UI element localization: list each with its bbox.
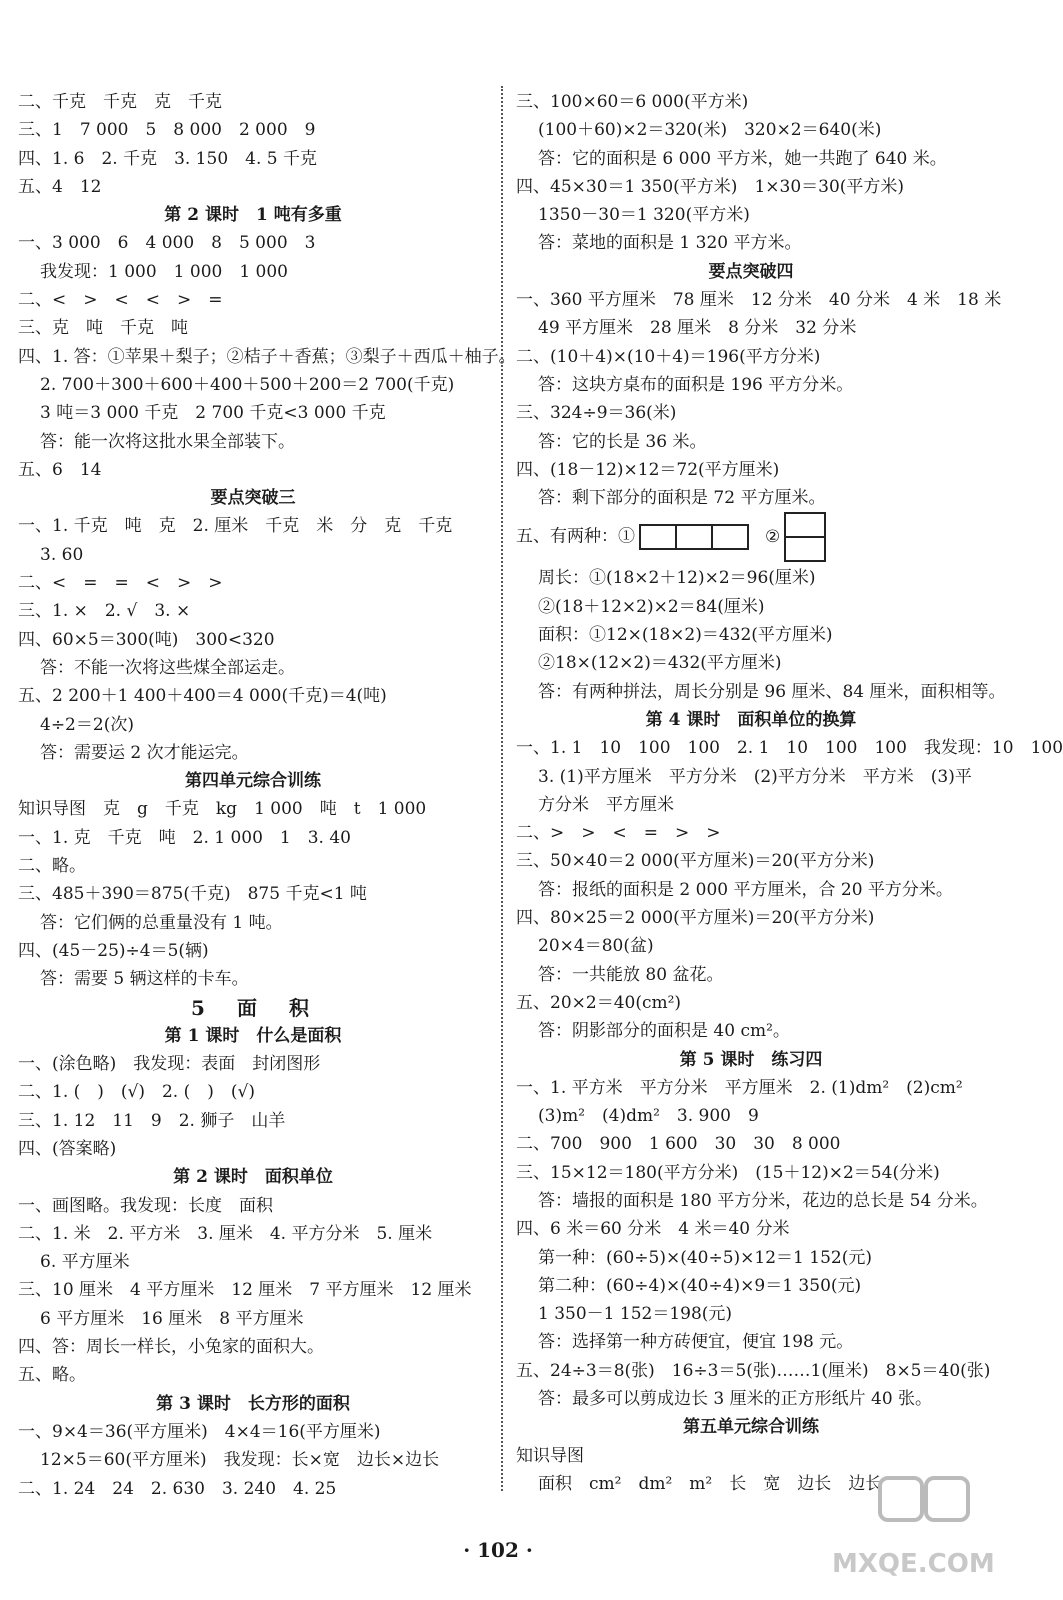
answer-line: 二、1. 米 2. 平方米 3. 厘米 4. 平方分米 5. 厘米 — [18, 1223, 433, 1244]
answer-line: 一、1. 1 10 100 100 2. 1 10 100 100 我发现：10 100 — [516, 738, 1063, 759]
page-number: · 102 · — [463, 1538, 533, 1562]
answer-line: 我发现：1 000 1 000 1 000 — [40, 261, 289, 282]
answer-line: 一、9×4＝36(平方厘米) 4×4＝16(平方厘米) — [18, 1421, 381, 1442]
answer-line: 二、< = = < > > — [18, 573, 223, 594]
section-title: 第五单元综合训练 — [683, 1417, 819, 1438]
answer-line: 20×4＝80(盆) — [538, 936, 654, 957]
answer-line: 答：阴影部分的面积是 40 cm²。 — [538, 1021, 790, 1042]
section-title: 要点突破三 — [210, 488, 296, 509]
answer-line: 四、60×5＝300(吨) 300<320 — [18, 629, 275, 650]
answer-line: 6. 平方厘米 — [40, 1252, 130, 1273]
answer-line: 三、50×40＝2 000(平方厘米)＝20(平方分米) — [516, 851, 875, 872]
answer-line: 面积：①12×(18×2)＝432(平方厘米) — [538, 625, 833, 646]
answer-line: (3)m² (4)dm² 3. 900 9 — [538, 1106, 759, 1127]
answer-line: 四、答：周长一样长，小兔家的面积大。 — [18, 1337, 324, 1358]
answer-line: 答：有两种拼法，周长分别是 96 厘米、84 厘米，面积相等。 — [538, 681, 1006, 702]
answer-line: 2. 700＋300＋600＋400＋500＋200＝2 700(千克) — [40, 374, 455, 395]
answer-line: 方分米 平方厘米 — [538, 794, 674, 815]
shape-answer-line — [516, 512, 986, 564]
shape-label-2: ② — [765, 526, 781, 547]
answer-line: 三、100×60＝6 000(平方米) — [516, 92, 749, 112]
answer-line: 4÷2＝2(次) — [40, 714, 134, 735]
answer-line: 答：报纸的面积是 2 000 平方厘米，合 20 平方分米。 — [538, 879, 953, 900]
answer-line: 知识导图 克 g 千克 kg 1 000 吨 t 1 000 — [18, 799, 427, 820]
answer-line: 一、1. 克 千克 吨 2. 1 000 1 3. 40 — [18, 827, 351, 848]
answer-line: 二、< > < < > = — [18, 290, 223, 311]
answer-line: 答：剩下部分的面积是 72 平方厘米。 — [538, 488, 826, 509]
answer-line: 周长：①(18×2＋12)×2＝96(厘米) — [538, 568, 816, 589]
answer-line: 1 350－1 152＝198(元) — [538, 1304, 733, 1325]
section-title: 第 5 课时 练习四 — [679, 1049, 823, 1070]
answer-line: 答：需要运 2 次才能运完。 — [40, 742, 249, 763]
answer-line: 四、6 米＝60 分米 4 米＝40 分米 — [516, 1219, 790, 1240]
answer-line: 五、4 12 — [18, 176, 102, 197]
horizontal-rectangles-figure — [639, 524, 749, 550]
answer-line: 二、> > < = > > — [516, 823, 721, 844]
section-title: 第 4 课时 面积单位的换算 — [645, 709, 857, 730]
answer-line: ②18×(12×2)＝432(平方厘米) — [538, 653, 782, 674]
answer-line: 答：这块方桌布的面积是 196 平方分米。 — [538, 374, 854, 395]
answer-line: 四、45×30＝1 350(平方米) 1×30＝30(平方米) — [516, 176, 905, 197]
answer-line: 四、80×25＝2 000(平方厘米)＝20(平方分米) — [516, 908, 875, 929]
answer-line: 一、(涂色略) 我发现：表面 封闭图形 — [18, 1054, 321, 1075]
answer-line: 答：不能一次将这些煤全部运走。 — [40, 657, 295, 678]
answer-line: (100＋60)×2＝320(米) 320×2＝640(米) — [538, 120, 882, 141]
answer-line: 3. (1)平方厘米 平方分米 (2)平方分米 平方米 (3)平 — [538, 766, 972, 787]
answer-line: 三、485＋390＝875(千克) 875 千克<1 吨 — [18, 884, 367, 905]
answer-line: 五、略。 — [18, 1365, 86, 1386]
answer-line: 一、3 000 6 4 000 8 5 000 3 — [18, 233, 316, 254]
section-title: 第四单元综合训练 — [185, 771, 321, 792]
column-divider — [501, 86, 503, 1491]
answer-line: 49 平方厘米 28 厘米 8 分米 32 分米 — [538, 318, 857, 339]
answer-line: 三、15×12＝180(平方分米) (15＋12)×2＝54(分米) — [516, 1162, 940, 1183]
left-column — [18, 88, 516, 1503]
section-title: 第 1 课时 什么是面积 — [164, 1025, 342, 1046]
answer-line: 答：它的长是 36 米。 — [538, 431, 707, 452]
answer-line: 第一种：(60÷5)×(40÷5)×12＝1 152(元) — [538, 1247, 872, 1268]
answer-line: 三、10 厘米 4 平方厘米 12 厘米 7 平方厘米 12 厘米 — [18, 1280, 472, 1301]
answer-line: 二、(10＋4)×(10＋4)＝196(平方分米) — [516, 346, 821, 367]
answer-line: 三、1. 12 11 9 2. 狮子 山羊 — [18, 1110, 286, 1131]
answer-line: 12×5＝60(平方厘米) 我发现：长×宽 边长×边长 — [40, 1450, 440, 1471]
answer-line: 答：能一次将这批水果全部装下。 — [40, 431, 295, 452]
answer-line: 五、24÷3＝8(张) 16÷3＝5(张)……1(厘米) 8×5＝40(张) — [516, 1360, 991, 1381]
answer-line: 二、1. 24 24 2. 630 3. 240 4. 25 — [18, 1478, 337, 1499]
answer-line: 三、1. × 2. √ 3. × — [18, 601, 191, 622]
answer-line: 二、1. ( ) (√) 2. ( ) (√) — [18, 1082, 255, 1103]
answer-line: 五、20×2＝40(cm²) — [516, 992, 682, 1013]
shape-label-1: 五、有两种：① — [516, 526, 635, 547]
answer-line: 三、324÷9＝36(米) — [516, 403, 677, 424]
answer-line: 四、1. 答：①苹果＋梨子；②桔子＋香蕉；③梨子＋西瓜＋柚子。 — [18, 346, 516, 367]
answer-line: 四、1. 6 2. 千克 3. 150 4. 5 千克 — [18, 148, 317, 169]
answer-line: 二、700 900 1 600 30 30 8 000 — [516, 1134, 841, 1155]
answer-line: 答：选择第一种方砖便宜，便宜 198 元。 — [538, 1332, 854, 1353]
answer-line: 四、(18－12)×12＝72(平方厘米) — [516, 459, 780, 480]
answer-line: 答：需要 5 辆这样的卡车。 — [40, 969, 249, 990]
answer-line: 一、1. 千克 吨 克 2. 厘米 千克 米 分 克 千克 — [18, 516, 453, 537]
answer-line: 答：它的面积是 6 000 平方米，她一共跑了 640 米。 — [538, 148, 947, 169]
answer-line: ②(18＋12×2)×2＝84(厘米) — [538, 596, 765, 617]
section-title: 5 面 积 — [191, 995, 315, 1020]
answer-line: 五、2 200＋1 400＋400＝4 000(千克)＝4(吨) — [18, 686, 387, 707]
answer-line: 面积 cm² dm² m² 长 宽 边长 边长 — [538, 1473, 883, 1494]
answer-line: 三、1 7 000 5 8 000 2 000 9 — [18, 120, 316, 141]
section-title: 第 2 课时 1 吨有多重 — [164, 205, 342, 226]
answer-line: 一、360 平方厘米 78 厘米 12 分米 40 分米 4 米 18 米 — [516, 290, 1002, 311]
answer-line: 一、1. 平方米 平方分米 平方厘米 2. (1)dm² (2)cm² — [516, 1077, 963, 1098]
answer-line: 6 平方厘米 16 厘米 8 平方厘米 — [40, 1308, 304, 1329]
answer-line: 一、画图略。我发现：长度 面积 — [18, 1195, 273, 1216]
answer-line: 二、略。 — [18, 856, 86, 877]
section-title: 第 3 课时 长方形的面积 — [156, 1393, 350, 1414]
answer-line: 1350－30＝1 320(平方米) — [538, 205, 750, 226]
answer-line: 五、6 14 — [18, 459, 102, 480]
answer-line: 第二种：(60÷4)×(40÷4)×9＝1 350(元) — [538, 1275, 862, 1296]
answer-line: 答：最多可以剪成边长 3 厘米的正方形纸片 40 张。 — [538, 1389, 933, 1410]
answer-line: 3 吨＝3 000 千克 2 700 千克<3 000 千克 — [40, 403, 386, 424]
answer-line: 二、千克 千克 克 千克 — [18, 92, 222, 112]
watermark-logo — [828, 1468, 995, 1588]
answer-line: 答：一共能放 80 盆花。 — [538, 964, 724, 985]
answer-line: 答：菜地的面积是 1 320 平方米。 — [538, 233, 802, 254]
right-column — [516, 88, 1063, 1498]
answer-line: 3. 60 — [40, 544, 84, 565]
section-title: 第 2 课时 面积单位 — [173, 1167, 333, 1188]
answer-line: 四、(答案略) — [18, 1138, 117, 1159]
answer-line: 三、克 吨 千克 吨 — [18, 318, 188, 339]
answer-line: 四、(45－25)÷4＝5(辆) — [18, 940, 209, 961]
vertical-rectangles-figure — [784, 512, 826, 562]
answer-line: 答：它们俩的总重量没有 1 吨。 — [40, 912, 283, 933]
watermark-text: MXQE.COM — [832, 1549, 995, 1579]
answer-line: 答：墙报的面积是 180 平方分米，花边的总长是 54 分米。 — [538, 1190, 988, 1211]
answer-line: 知识导图 — [516, 1445, 584, 1466]
section-title: 要点突破四 — [708, 261, 794, 282]
